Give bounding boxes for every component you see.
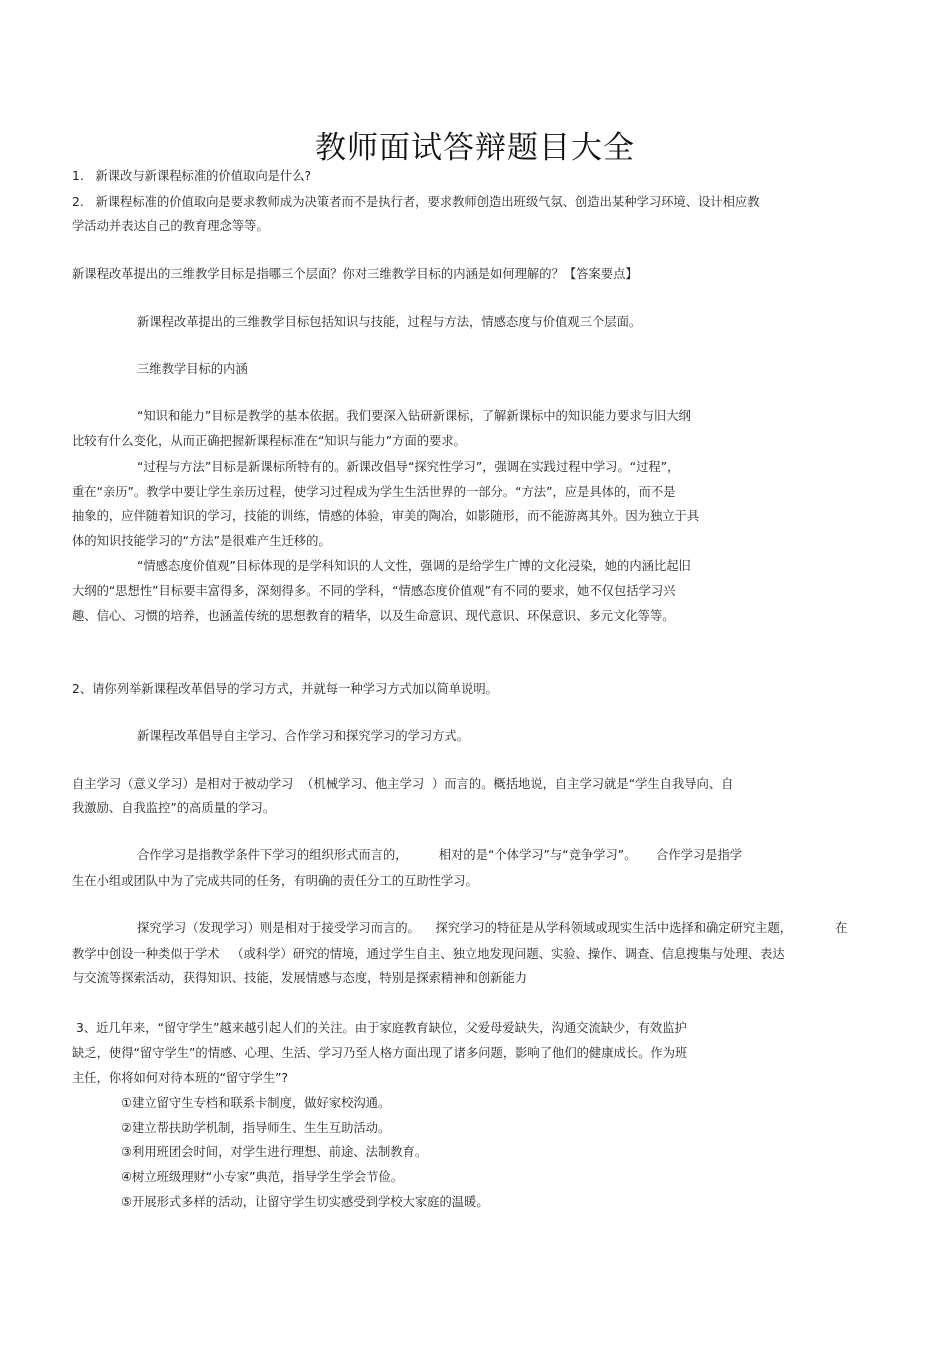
question-line: 缺乏，使得“留守学生”的情感、心理、生活、学习乃至人格方面出现了诸多问题，影响了他们的健康成长。作为班 [72, 1046, 688, 1060]
question-line: 3、近几年来，“留守学生”越来越引起人们的关注。由于家庭教育缺位，父爱母爱缺失，沟通交流缺少，有效监护 [76, 1021, 687, 1035]
paragraph-line: 与交流等探索活动，获得知识、技能，发展情感与态度，特别是探索精神和创新能力 [72, 971, 527, 985]
paragraph-line: 大纲的“思想性”目标要丰富得多，深刻得多。不同的学科，“情感态度价值观”有不同的要求，她不仅包括学习兴 [72, 584, 676, 598]
question-line: 主任，你将如何对待本班的“留守学生”? [72, 1071, 289, 1085]
question-line: 1. 新课改与新课程标准的价值取向是什么? [72, 169, 312, 183]
subheading-line: 三维教学目标的内涵 [137, 362, 248, 376]
question-line: 新课程改革提出的三维教学目标是指哪三个层面？你对三维教学目标的内涵是如何理解的？【答案要点】 [72, 267, 638, 281]
paragraph-line: 趣、信心、习惯的培养，也涵盖传统的思想教育的精华，以及生命意识、现代意识、环保意识、多元文化等等。 [72, 609, 675, 623]
answer-line: 2. 新课程标准的价值取向是要求教师成为决策者而不是执行者，要求教师创造出班级气氛、创造出某种学习环境、设计相应教 [72, 195, 760, 209]
answer-line: 新课程改革提出的三维教学目标包括知识与技能，过程与方法，情感态度与价值观三个层面。 [137, 315, 642, 329]
paragraph-line: 我激励、自我监控”的高质量的学习。 [72, 801, 276, 815]
list-item: ②建立帮扶助学机制，指导师生、生生互助活动。 [121, 1121, 391, 1135]
paragraph-line: 重在“亲历”。教学中要让学生亲历过程，使学习过程成为学生生活世界的一部分。“方法”，应是具体的，而不是 [72, 485, 676, 499]
paragraph-line: 抽象的，应伴随着知识的学习，技能的训练，情感的体验，审美的陶冶，如影随形，而不能游离其外。因为独立于具 [72, 509, 700, 523]
paragraph-line: “情感态度价值观”目标体现的是学科知识的人文性，强调的是给学生广博的文化浸染，她的内涵比起旧 [137, 559, 691, 573]
paragraph-line: 教学中创设一种类似于学术 （或科学）研究的情境，通过学生自主、独立地发现问题、实验、操作、调查、信息搜集与处理、表达 [72, 947, 785, 961]
answer-line: 学活动并表达自己的教育理念等等。 [72, 219, 269, 233]
paragraph-line: 比较有什么变化，从而正确把握新课程标准在“知识与能力”方面的要求。 [72, 434, 466, 448]
list-item: ⑤开展形式多样的活动，让留守学生切实感受到学校大家庭的温暖。 [121, 1195, 489, 1209]
answer-line: 新课程改革倡导自主学习、合作学习和探究学习的学习方式。 [137, 729, 470, 743]
paragraph-line: 探究学习（发现学习）则是相对于接受学习而言的。 探究学习的特征是从学科领域或现实生活中选择和确定研究主题， 在 [137, 921, 848, 935]
paragraph-line: 生在小组或团队中为了完成共同的任务，有明确的责任分工的互助性学习。 [72, 874, 478, 888]
paragraph-line: 自主学习（意义学习）是相对于被动学习 （机械学习、他主学习 ）而言的。概括地说，自主学习就是“学生自我导向、自 [72, 777, 734, 791]
paragraph-line: “知识和能力”目标是教学的基本依据。我们要深入钻研新课标，了解新课标中的知识能力要求与旧大纲 [137, 409, 691, 423]
page-title: 教师面试答辩题目大全 [315, 130, 635, 166]
paragraph-line: “过程与方法”目标是新课标所特有的。新课改倡导“探究性学习”，强调在实践过程中学习。“过程”， [137, 460, 680, 474]
list-item: ④树立班级理财“小专家”典范，指导学生学会节俭。 [121, 1170, 404, 1184]
question-line: 2、请你列举新课程改革倡导的学习方式，并就每一种学习方式加以简单说明。 [72, 682, 498, 696]
list-item: ③利用班团会时间，对学生进行理想、前途、法制教育。 [121, 1145, 428, 1159]
paragraph-line: 合作学习是指教学条件下学习的组织形式而言的， 相对的是“个体学习”与“竞争学习”。 合作学习是指学 [137, 848, 743, 862]
list-item: ①建立留守生专档和联系卡制度，做好家校沟通。 [121, 1096, 391, 1110]
paragraph-line: 体的知识技能学习的“方法”是很难产生迁移的。 [72, 534, 331, 548]
